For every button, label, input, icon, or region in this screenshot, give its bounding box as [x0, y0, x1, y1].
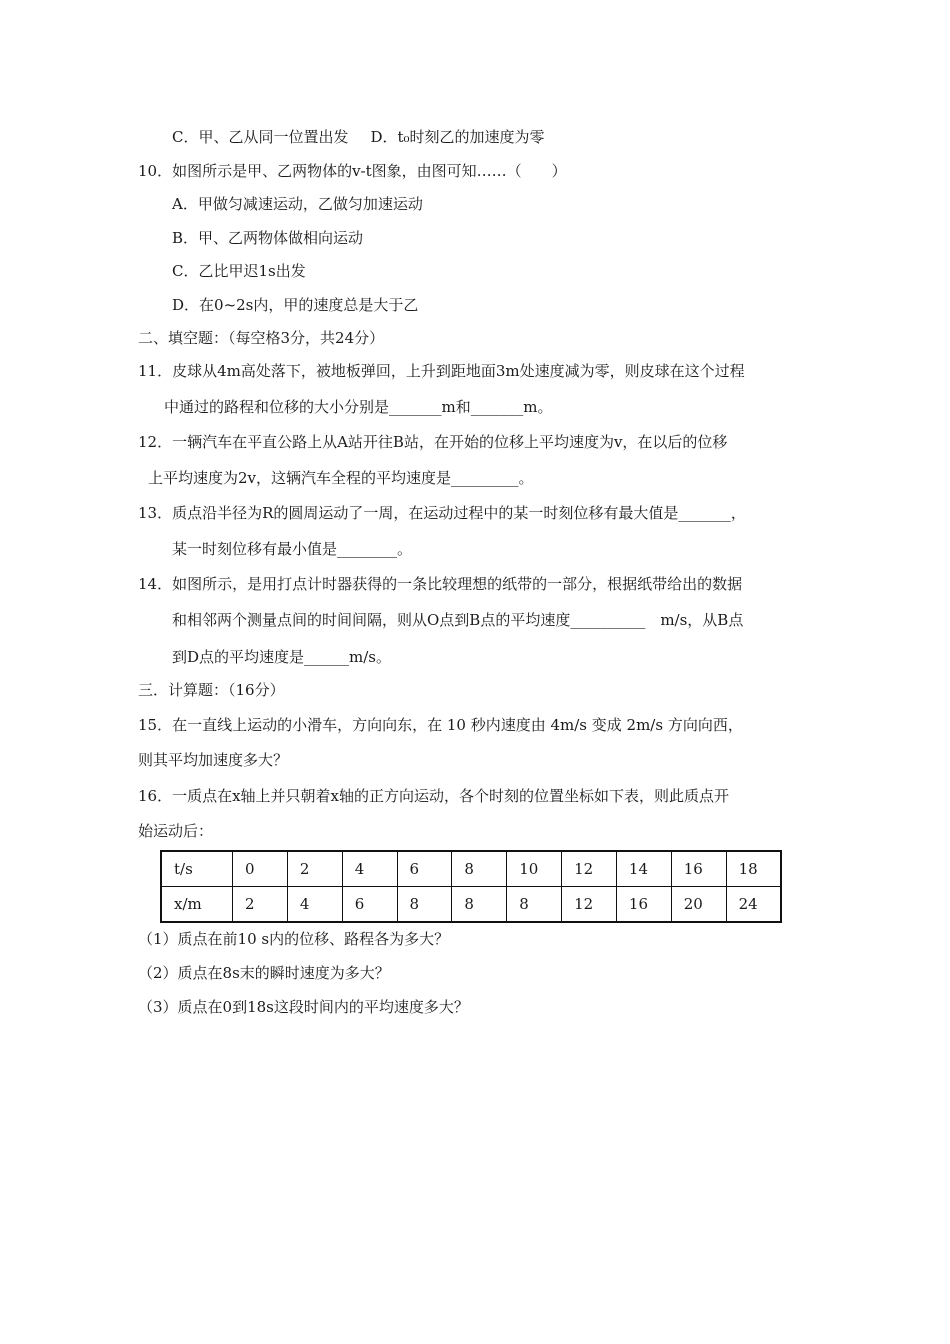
- question-13-line1: 13．质点沿半径为R的圆周运动了一周，在运动过程中的某一时刻位移有最大值是_______，: [138, 504, 746, 522]
- table-cell: 14: [616, 851, 671, 887]
- q9-option-cd: [172, 126, 545, 148]
- question-10: 10．如图所示是甲、乙两物体的v-t图象，由图可知……（ ）: [138, 162, 567, 180]
- q16-subquestion-3: （3）质点在0到18s这段时间内的平均速度多大？: [138, 998, 469, 1016]
- table-cell: 12: [562, 851, 617, 887]
- question-12-line2: 上平均速度为2v，这辆汽车全程的平均速度是_________。: [148, 469, 534, 487]
- question-13-line2: 某一时刻位移有最小值是________。: [172, 540, 413, 558]
- table-cell: 8: [452, 851, 507, 887]
- question-14-line1: 14．如图所示，是用打点计时器获得的一条比较理想的纸带的一部分，根据纸带给出的数据: [138, 575, 743, 593]
- question-14-line3: 到D点的平均速度是______m/s。: [172, 648, 392, 666]
- table-row: [161, 851, 781, 887]
- table-cell: 8: [507, 887, 562, 923]
- table-cell: 4: [342, 851, 397, 887]
- q9-option-c: C．甲、乙从同一位置出发: [172, 128, 349, 146]
- table-cell: 16: [616, 887, 671, 923]
- table-row-label: t/s: [161, 851, 233, 887]
- table-row: [161, 887, 781, 923]
- question-15-line2: 则其平均加速度多大？: [138, 751, 289, 769]
- table-cell: 2: [233, 887, 288, 923]
- q10-option-d: D．在0~2s内，甲的速度总是大于乙: [172, 296, 419, 314]
- table-row-label: x/m: [161, 887, 233, 923]
- table-cell: 8: [452, 887, 507, 923]
- question-11-line2: 中通过的路程和位移的大小分别是_______m和_______m。: [164, 398, 553, 416]
- table-cell: 8: [397, 887, 452, 923]
- table-cell: 4: [287, 887, 342, 923]
- table-cell: 12: [562, 887, 617, 923]
- table-cell: 24: [726, 887, 781, 923]
- section-2-heading: 二、填空题：（每空格3分，共24分）: [138, 329, 385, 347]
- q10-option-a: A．甲做匀减速运动，乙做匀加速运动: [172, 195, 423, 213]
- question-16-line2: 始运动后：: [138, 822, 214, 840]
- q16-subquestion-1: （1）质点在前10 s内的位移、路程各为多大？: [138, 930, 450, 948]
- q9-option-d: D．t₀时刻乙的加速度为零: [370, 128, 545, 146]
- table-cell: 10: [507, 851, 562, 887]
- table-cell: 2: [287, 851, 342, 887]
- table-cell: 6: [342, 887, 397, 923]
- section-3-heading: 三．计算题：（16分）: [138, 681, 285, 699]
- table-cell: 20: [671, 887, 726, 923]
- question-14-line2: 和相邻两个测量点间的时间间隔，则从O点到B点的平均速度__________ m/s，从B点: [172, 611, 744, 629]
- question-16-line1: 16．一质点在x轴上并只朝着x轴的正方向运动，各个时刻的位置坐标如下表，则此质点开: [138, 787, 730, 805]
- table-cell: 18: [726, 851, 781, 887]
- question-11-line1: 11．皮球从4m高处落下，被地板弹回，上升到距地面3m处速度减为零，则皮球在这个过程: [138, 362, 745, 380]
- q10-option-b: B．甲、乙两物体做相向运动: [172, 229, 364, 247]
- table-cell: 16: [671, 851, 726, 887]
- table-cell: 0: [233, 851, 288, 887]
- q10-option-c: C．乙比甲迟1s出发: [172, 262, 306, 280]
- question-15-line1: 15．在一直线上运动的小滑车，方向向东，在 10 秒内速度由 4m/s 变成 2m/s 方向向西，: [138, 716, 743, 734]
- question-12-line1: 12．一辆汽车在平直公路上从A站开往B站，在开始的位移上平均速度为v，在以后的位移: [138, 433, 728, 451]
- table-cell: 6: [397, 851, 452, 887]
- position-time-table: [160, 850, 782, 923]
- q16-subquestion-2: （2）质点在8s末的瞬时速度为多大？: [138, 964, 390, 982]
